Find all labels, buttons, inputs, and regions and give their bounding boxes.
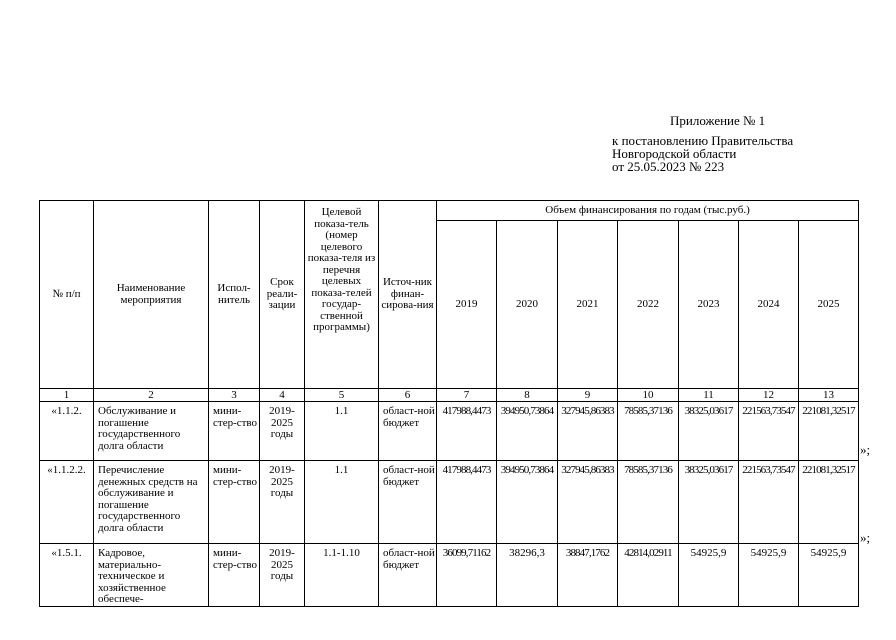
- value-2021: 327945,86383: [558, 461, 618, 544]
- value-2024: 54925,9: [739, 544, 799, 607]
- col-number: 6: [379, 389, 437, 402]
- col-number: 13: [799, 389, 859, 402]
- value-2023: 38325,03617: [679, 461, 739, 544]
- value-2020: 394950,73864: [497, 402, 558, 461]
- row-target: 1.1: [305, 402, 379, 461]
- col-number: 2: [94, 389, 209, 402]
- header-row-1: [40, 201, 859, 221]
- row-target: 1.1-1.10: [305, 544, 379, 607]
- col-number: 5: [305, 389, 379, 402]
- year-2019: 2019: [437, 221, 497, 389]
- header-num: № п/п: [40, 201, 94, 389]
- value-2025: 54925,9: [799, 544, 859, 607]
- value-2025: 221081,32517: [799, 461, 859, 544]
- value-2019: 417988,4473: [437, 461, 497, 544]
- col-number: 8: [497, 389, 558, 402]
- value-2023: 54925,9: [679, 544, 739, 607]
- table-row: [40, 402, 859, 461]
- row-executor: мини-стер-ство: [209, 461, 260, 544]
- value-2021: 327945,86383: [558, 402, 618, 461]
- row-num: «1.5.1.: [40, 544, 94, 607]
- value-2024: 221563,73547: [739, 402, 799, 461]
- col-number: 7: [437, 389, 497, 402]
- appendix-title: Приложение № 1: [670, 113, 766, 128]
- row-source: област-ной бюджет: [379, 402, 437, 461]
- row-term: 2019-2025 годы: [260, 461, 305, 544]
- year-2023: 2023: [679, 221, 739, 389]
- row-source: област-ной бюджет: [379, 544, 437, 607]
- year-2022: 2022: [618, 221, 679, 389]
- table-row: [40, 461, 859, 544]
- header-target: Целевой показа-тель (номер целевого показа-теля из перечня целевых показа-телей государ-ственной программы): [305, 201, 379, 389]
- header-term: Срок реали-зации: [260, 201, 305, 389]
- col-number: 3: [209, 389, 260, 402]
- header-funding: Объем финансирования по годам (тыс.руб.): [437, 201, 859, 221]
- appendix-block: [612, 114, 882, 173]
- funding-table: [39, 200, 859, 607]
- year-2020: 2020: [497, 221, 558, 389]
- value-2022: 78585,37136: [618, 461, 679, 544]
- appendix-line-1: к постановлению Правительства: [612, 133, 794, 148]
- column-numbers-row: [40, 389, 859, 402]
- col-number: 1: [40, 389, 94, 402]
- row-target: 1.1: [305, 461, 379, 544]
- value-2024: 221563,73547: [739, 461, 799, 544]
- row-closing-quote: »;: [860, 530, 871, 545]
- value-2022: 78585,37136: [618, 402, 679, 461]
- row-term: 2019-2025 годы: [260, 544, 305, 607]
- row-name: Обслуживание и погашение государственного долга области: [94, 402, 209, 461]
- row-term: 2019-2025 годы: [260, 402, 305, 461]
- row-num: «1.1.2.: [40, 402, 94, 461]
- appendix-line-2: Новгородской области: [612, 146, 737, 161]
- col-number: 4: [260, 389, 305, 402]
- value-2021: 38847,1762: [558, 544, 618, 607]
- value-2020: 38296,3: [497, 544, 558, 607]
- header-source: Источ-ник финан-сирова-ния: [379, 201, 437, 389]
- row-name: Перечисление денежных средств на обслуживание и погашение государственного долга области: [94, 461, 209, 544]
- value-2023: 38325,03617: [679, 402, 739, 461]
- row-name: Кадровое, материально-техническое и хозяйственное обеспече-: [94, 544, 209, 607]
- value-2020: 394950,73864: [497, 461, 558, 544]
- col-number: 10: [618, 389, 679, 402]
- col-number: 12: [739, 389, 799, 402]
- row-num: «1.1.2.2.: [40, 461, 94, 544]
- value-2019: 36099,71162: [437, 544, 497, 607]
- header-executor: Испол-нитель: [209, 201, 260, 389]
- table-row: [40, 544, 859, 607]
- year-2021: 2021: [558, 221, 618, 389]
- row-source: област-ной бюджет: [379, 461, 437, 544]
- header-name: Наименование мероприятия: [94, 201, 209, 389]
- appendix-line-3: от 25.05.2023 № 223: [612, 159, 725, 174]
- col-number: 9: [558, 389, 618, 402]
- row-closing-quote: »;: [860, 442, 871, 457]
- col-number: 11: [679, 389, 739, 402]
- value-2022: 42814,02911: [618, 544, 679, 607]
- row-executor: мини-стер-ство: [209, 402, 260, 461]
- value-2025: 221081,32517: [799, 402, 859, 461]
- row-executor: мини-стер-ство: [209, 544, 260, 607]
- year-2024: 2024: [739, 221, 799, 389]
- year-2025: 2025: [799, 221, 859, 389]
- value-2019: 417988,4473: [437, 402, 497, 461]
